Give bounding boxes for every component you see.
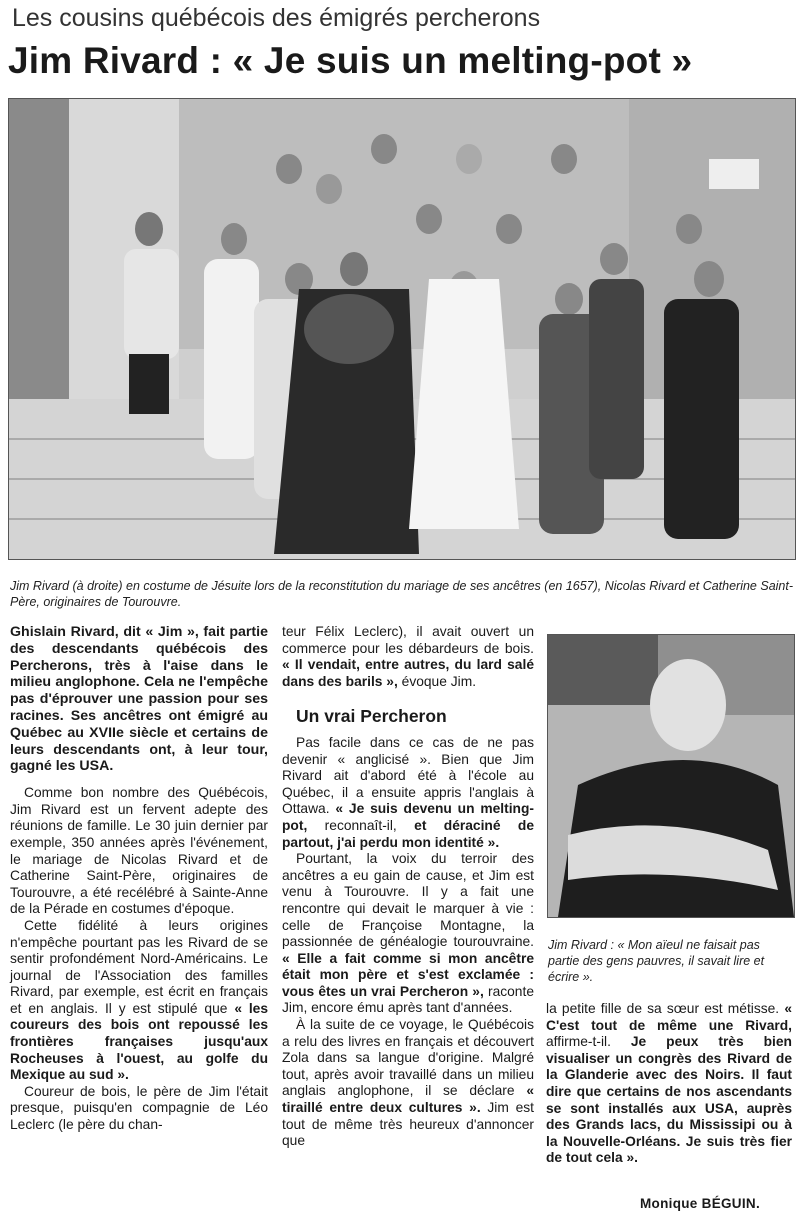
paragraph: Comme bon nombre des Québécois, Jim Rivard est un fervent adepte des réunions de famille. Le 30 juin dernier par exemple, 350 années après l'événement, le mariage de Nicolas Rivard et de Catherine Saint-Père, originaires de Tourouvre, a été recélébré à Sainte-Anne de la Pérade en costumes d'époque. [10, 785, 268, 917]
paragraph: Coureur de bois, le père de Jim l'était presque, puisqu'en compagnie de Léo Leclerc (le père du chan- [10, 1083, 268, 1133]
paragraph: la petite fille de sa sœur est métisse. « C'est tout de même une Rivard, affirme-t-il. Je peux très bien visualiser un congrès des Rivard de la Glanderie avec des Noirs. Il faut dire que certains de nos ascendants se sont installés aux USA, auprès des Grands lacs, du Mississipi ou à la Nouvelle-Orléans. Je suis très fier de tout cela ». [546, 1001, 792, 1166]
lead-paragraph: Ghislain Rivard, dit « Jim », fait partie des descendants québécois des Percherons, très à l'aise dans le milieu anglophone. Cela ne l'empêche pas d'éprouver une passion pour ses racines. Ses ancêtres ont émigré au Québec au XVIIe siècle et certains de leurs descendants ont, à leur tour, gagné les USA. [10, 624, 268, 775]
main-photo-caption: Jim Rivard (à droite) en costume de Jésuite lors de la reconstitution du mariage de ses ancêtres (en 1657), Nicolas Rivard et Catherine Saint-Père, originaires de Tourouvre. [10, 579, 794, 609]
article-column-3 [546, 1001, 792, 1167]
portrait-caption: Jim Rivard : « Mon aïeul ne faisait pas partie des gens pauvres, il savait lire et écrire ». [548, 938, 765, 984]
subheading: Un vrai Percheron [296, 706, 447, 727]
article-column-2 [282, 624, 534, 1150]
byline: Monique BÉGUIN. [640, 1196, 760, 1211]
paragraph: À la suite de ce voyage, le Québécois a relu des livres en français et découvert Zola dans sa langue d'origine. Malgré tout, après avoir travaillé dans un milieu anglais anglophone, il se déclare « tiraillé entre deux cultures ». Jim est tout de même très heureux d'annoncer que [282, 1017, 534, 1149]
paragraph: Pourtant, la voix du terroir des ancêtres a eu gain de cause, et Jim est venu à Tourouvre. Il y a fait une rencontre qui devait le marquer à vie : celle de Françoise Montagne, la passionnée de généalogie tourouvraine. « Elle a fait comme si mon ancêtre était mon père et s'est exclamée : vous êtes un vrai Percheron », raconte Jim, encore ému après tant d'années. [282, 851, 534, 1016]
main-photo [8, 98, 796, 560]
portrait-photo [547, 634, 795, 918]
paragraph: Cette fidélité à leurs origines n'empêche pourtant pas les Rivard de se sentir profondément Nord-Américains. Le journal de l'Association des familles Rivard, par exemple, est écrit en français et en anglais. Il y est stipulé que « les coureurs des bois ont repoussé les frontières françaises jusqu'aux Rocheuses à l'ouest, au golfe du Mexique au sud ». [10, 917, 269, 1083]
paragraph: teur Félix Leclerc), il avait ouvert un commerce pour les débardeurs de bois. « Il vendait, entre autres, du lard salé dans des barils », évoque Jim. [282, 624, 534, 689]
headline: Jim Rivard : « Je suis un melting-pot » [8, 40, 693, 81]
kicker: Les cousins québécois des émigrés percherons [12, 4, 541, 32]
article-column-1 [10, 624, 268, 1134]
paragraph: Pas facile dans ce cas de ne pas devenir « anglicisé ». Bien que Jim Rivard ait d'abord été à l'école au Québec, il a ensuite appris l'anglais à Ottawa. « Je suis devenu un melting-pot, reconnaît-il, et déraciné de partout, j'ai perdu mon identité ». [282, 734, 534, 850]
